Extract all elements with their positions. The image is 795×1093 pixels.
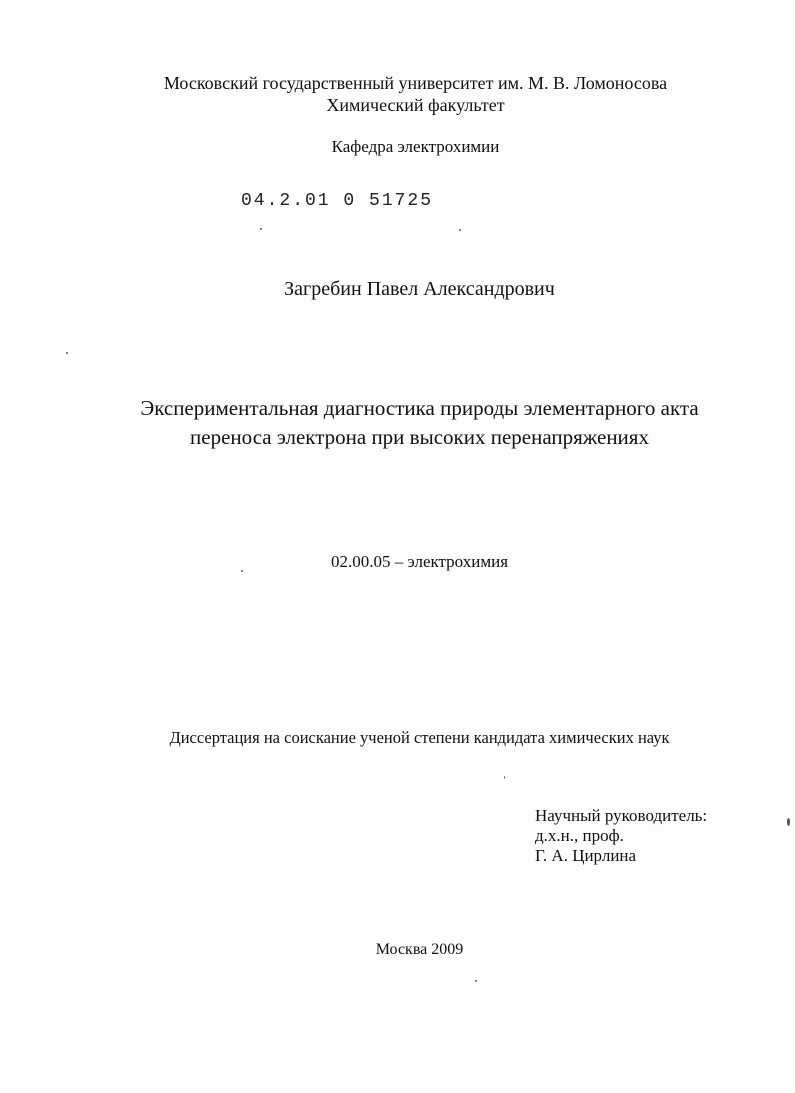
advisor-label: Научный руководитель:: [535, 806, 708, 825]
thesis-title-line1: Экспериментальная диагностика природы элементарного акта: [140, 396, 699, 420]
city-year: Москва 2009: [375, 941, 464, 958]
scan-speck: [241, 570, 243, 572]
advisor-block: [535, 806, 707, 866]
advisor-name: Г. А. Цирлина: [535, 846, 637, 865]
scan-speck: [66, 352, 68, 354]
university-name: Московский государственный университет им. М. В. Ломоносова: [163, 73, 668, 93]
thesis-title-line2: переноса электрона при высоких перенапряжениях: [190, 425, 649, 449]
scan-speck: [260, 228, 262, 230]
faculty-name: Химический факультет: [326, 95, 505, 115]
scan-speck: [504, 776, 505, 779]
specialty-code: 02.00.05 – электрохимия: [330, 552, 509, 571]
department-name: Кафедра электрохимии: [331, 137, 500, 156]
scan-speck: [475, 980, 477, 982]
advisor-degree: д.х.н., проф.: [535, 826, 624, 845]
author-name: Загребин Павел Александрович: [284, 278, 555, 300]
registration-stamp: 04.2.01 0 51725: [241, 191, 434, 211]
scan-speck: [459, 229, 461, 231]
degree-statement: Диссертация на соискание ученой степени кандидата химических наук: [169, 728, 670, 747]
scan-speck: [787, 818, 790, 826]
